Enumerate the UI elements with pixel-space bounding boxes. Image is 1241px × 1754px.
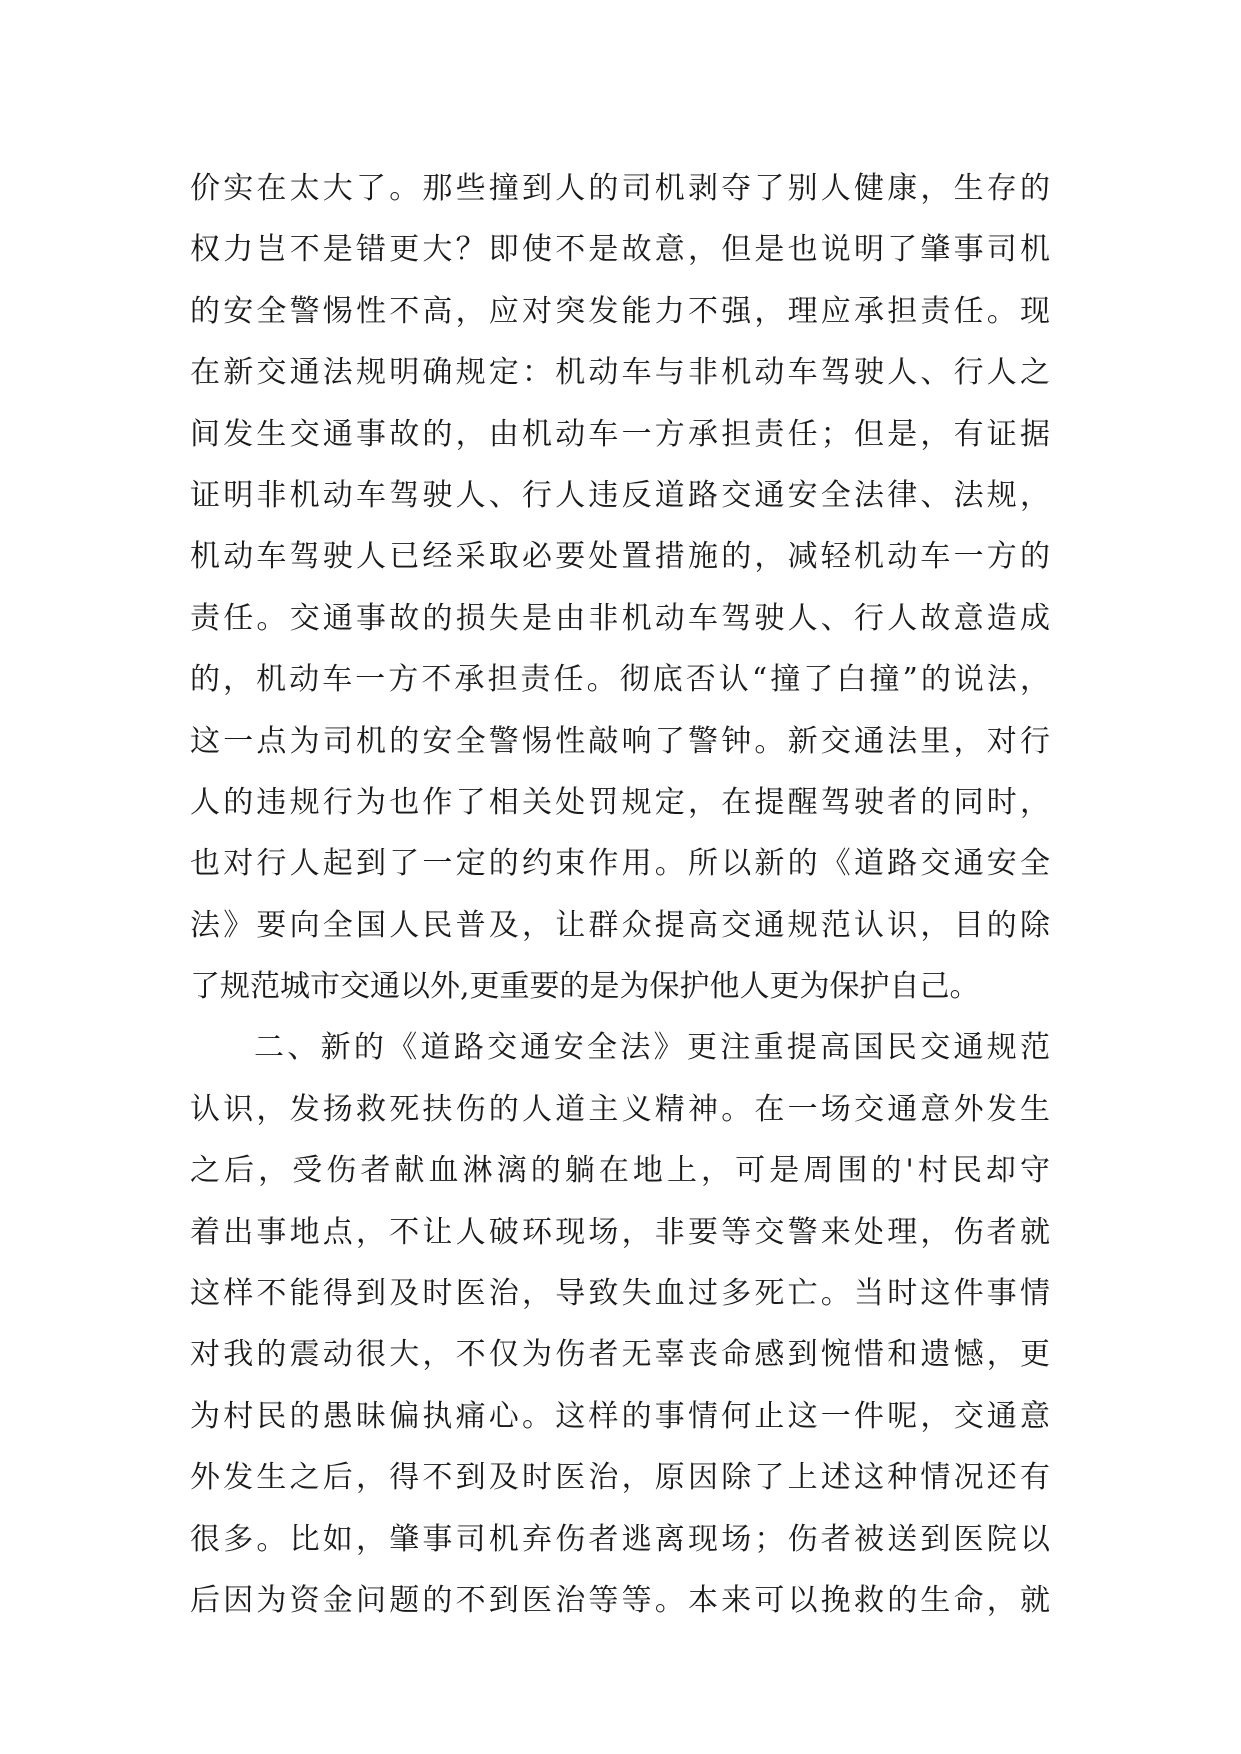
- paragraph-end-line: 了规范城市交通以外,更重要的是为保护他人更为保护自己。: [190, 969, 980, 1005]
- paragraph-start-line: 二、新的《道路交通安全法》更注重提高国民交通规范: [254, 1030, 1050, 1066]
- text-line: 间发生交通事故的，由机动车一方承担责任；但是，有证据: [190, 416, 1050, 452]
- text-line: 这样不能得到及时医治，导致失血过多死亡。当时这件事情: [190, 1276, 1050, 1312]
- text-line: 之后，受伤者献血淋漓的躺在地上，可是周围的'村民却守: [190, 1153, 1050, 1189]
- body-text: [190, 158, 1050, 1631]
- text-line: 法》要向全国人民普及，让群众提高交通规范认识，目的除: [190, 907, 1050, 943]
- text-line: 对我的震动很大，不仅为伤者无辜丧命感到惋惜和遗憾，更: [190, 1337, 1050, 1373]
- text-line: 着出事地点，不让人破环现场，非要等交警来处理，伤者就: [190, 1214, 1050, 1250]
- text-line: 后因为资金问题的不到医治等等。本来可以挽救的生命，就: [190, 1582, 1050, 1618]
- text-line: 认识，发扬救死扶伤的人道主义精神。在一场交通意外发生: [190, 1091, 1050, 1127]
- text-line: 权力岂不是错更大？即使不是故意，但是也说明了肇事司机: [190, 232, 1050, 268]
- text-line: 人的违规行为也作了相关处罚规定，在提醒驾驶者的同时，: [190, 784, 1050, 820]
- text-line: 的安全警惕性不高，应对突发能力不强，理应承担责任。现: [190, 293, 1050, 329]
- text-line: 证明非机动车驾驶人、行人违反道路交通安全法律、法规，: [190, 477, 1050, 513]
- text-line: 也对行人起到了一定的约束作用。所以新的《道路交通安全: [190, 846, 1050, 882]
- text-line: 的，机动车一方不承担责任。彻底否认“撞了白撞”的说法，: [190, 662, 1050, 698]
- text-line: 这一点为司机的安全警惕性敲响了警钟。新交通法里，对行: [190, 723, 1050, 759]
- text-line: 机动车驾驶人已经采取必要处置措施的，减轻机动车一方的: [190, 539, 1050, 575]
- text-line: 很多。比如，肇事司机弃伤者逃离现场；伤者被送到医院以: [190, 1521, 1050, 1557]
- text-line: 为村民的愚昧偏执痛心。这样的事情何止这一件呢，交通意: [190, 1398, 1050, 1434]
- text-line: 价实在太大了。那些撞到人的司机剥夺了别人健康，生存的: [190, 171, 1050, 206]
- text-line: 外发生之后，得不到及时医治，原因除了上述这种情况还有: [190, 1460, 1050, 1496]
- text-line: 在新交通法规明确规定：机动车与非机动车驾驶人、行人之: [190, 355, 1050, 391]
- text-line: 责任。交通事故的损失是由非机动车驾驶人、行人故意造成: [190, 600, 1050, 636]
